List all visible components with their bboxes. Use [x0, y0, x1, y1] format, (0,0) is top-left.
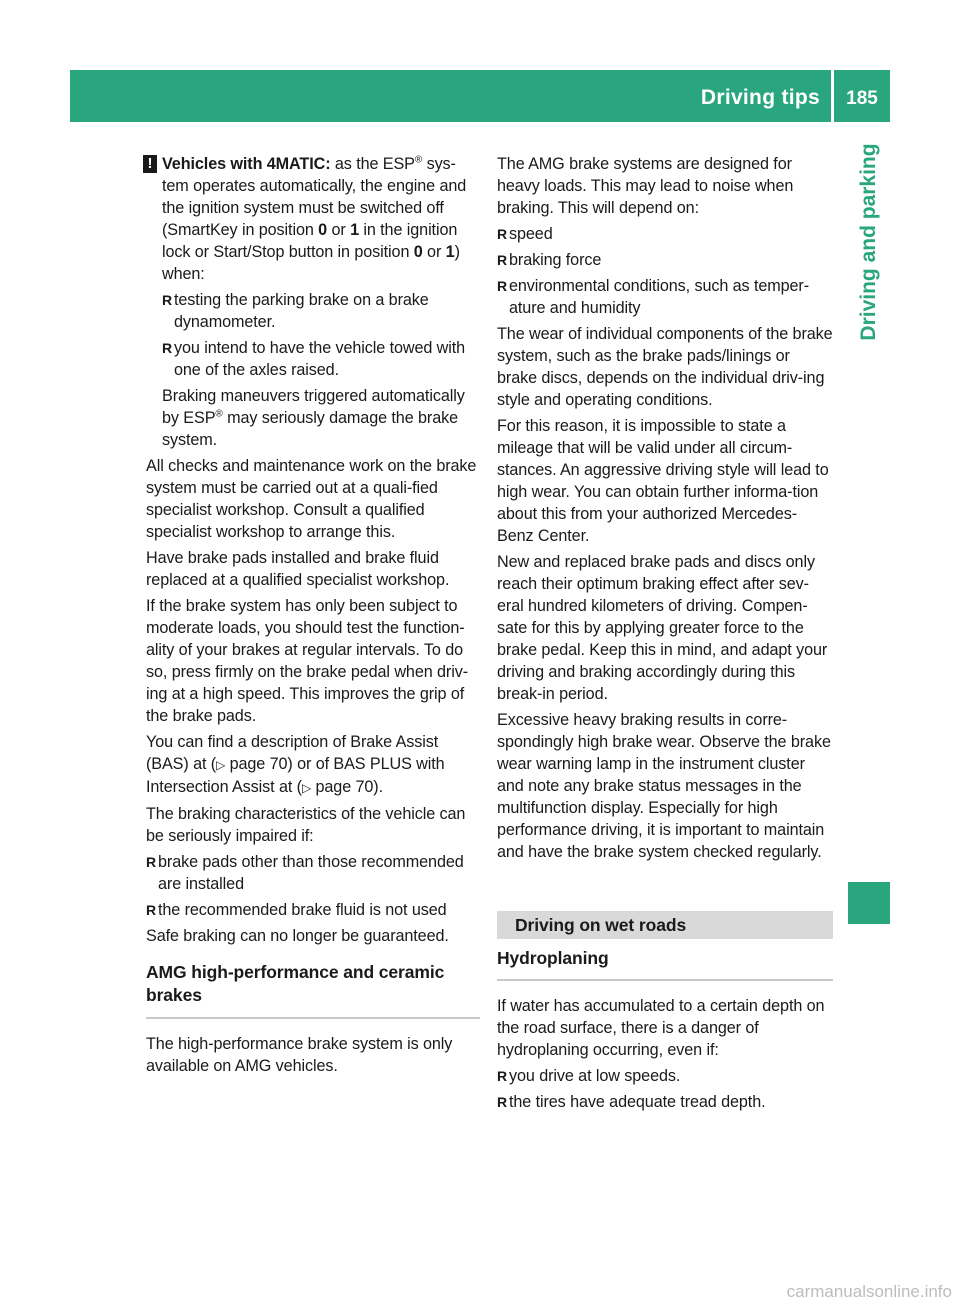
chapter-marker	[848, 882, 890, 924]
paragraph: New and replaced brake pads and discs only reach their optimum braking effect after sev-eral hundred kilometers of driving. Compen-sate for this by applying greater force to the brake pedal. Keep this in mind, and adapt your driving and braking accordingly during this break-in period.	[497, 553, 828, 703]
header-bar	[70, 70, 890, 122]
list-item: R you intend to have the vehicle towed with one of the axles raised.	[162, 339, 466, 379]
bullet-list	[497, 223, 833, 319]
warning-lead: Vehicles with 4MATIC:	[162, 155, 331, 173]
bullet-icon: R	[497, 1094, 508, 1110]
bullet-list	[146, 851, 480, 921]
bullet-list	[497, 1065, 833, 1113]
list-item: R testing the parking brake on a brake dynamometer.	[162, 291, 429, 331]
page-number: 185	[846, 88, 878, 109]
bullet-icon: R	[146, 902, 157, 918]
paragraph: The braking characteristics of the vehicle can be seriously impaired if:	[146, 805, 466, 845]
bullet-icon: R	[146, 854, 157, 870]
paragraph: The wear of individual components of the brake system, such as the brake pads/linings or brake discs, depends on the individual driv-ing style and operating conditions.	[497, 325, 833, 409]
paragraph-cross-reference: You can find a description of Brake Assist (BAS) at (▷ page 70) or of BAS PLUS with Intersection Assist at (▷ page 70).	[146, 733, 445, 796]
bullet-icon: R	[497, 226, 508, 242]
paragraph: The high-performance brake system is only available on AMG vehicles.	[146, 1035, 453, 1075]
paragraph: If water has accumulated to a certain depth on the road surface, there is a danger of hydroplaning occurring, even if:	[497, 997, 825, 1059]
warning-paragraph: Braking maneuvers triggered automatically by ESP® may seriously damage the brake system.	[162, 387, 465, 449]
list-item: R brake pads other than those recommended are installed	[146, 853, 464, 893]
list-item: R the tires have adequate tread depth.	[497, 1093, 766, 1111]
section-heading-wet-roads: Driving on wet roads	[497, 911, 833, 939]
warning-block	[146, 153, 480, 451]
warning-icon: !	[143, 155, 157, 173]
paragraph: The AMG brake systems are designed for heavy loads. This may lead to noise when braking. This will depend on:	[497, 155, 794, 217]
warning-list	[162, 289, 480, 381]
list-item: R speed	[497, 225, 553, 243]
right-column	[497, 153, 833, 1117]
page-ref-arrow-icon: ▷	[216, 758, 226, 772]
warning-text: Vehicles with 4MATIC: as the ESP® sys-tem operates automatically, the engine and the ignition system must be switched off (SmartKey in position 0 or 1 in the ignition lock or Start/Stop button in position 0 or 1) when:	[162, 154, 467, 283]
left-column	[146, 153, 480, 1081]
list-item: R you drive at low speeds.	[497, 1067, 681, 1085]
chapter-label: Driving and parking	[857, 143, 880, 341]
paragraph: Excessive heavy braking results in corre-spondingly high brake wear. Observe the brake wear warning lamp in the instrument cluster and note any brake status messages in the multifunction display. Especially for high performance driving, it is important to maintain and have the brake system checked regularly.	[497, 711, 831, 861]
page-ref-arrow-icon: ▷	[301, 781, 312, 795]
list-item: R the recommended brake fluid is not used	[146, 901, 447, 919]
chapter-side-tab	[848, 122, 890, 362]
bullet-icon: R	[162, 340, 173, 356]
paragraph: If the brake system has only been subject to moderate loads, you should test the function-ality of your brakes at regular intervals. To do so, press firmly on the brake pedal when driv-ing at a high speed. This improves the grip of the brake pads.	[146, 597, 468, 725]
bullet-icon: R	[497, 278, 508, 294]
paragraph: For this reason, it is impossible to state a mileage that will be valid under all circum-stances. An aggressive driving style will lead to high wear. You can obtain further informa-tion about this from your authorized Mercedes-Benz Center.	[497, 417, 829, 545]
watermark: carmanualsonline.info	[786, 1282, 952, 1301]
sub-heading-hydroplaning: Hydroplaning	[497, 947, 833, 981]
bullet-icon: R	[162, 292, 173, 308]
list-item: R environmental conditions, such as temper-ature and humidity	[497, 277, 810, 317]
paragraph: Safe braking can no longer be guaranteed.	[146, 927, 449, 945]
section-title: Driving tips	[700, 86, 820, 109]
paragraph: All checks and maintenance work on the brake system must be carried out at a quali-fied specialist workshop. Consult a qualified specialist workshop to arrange this.	[146, 457, 477, 541]
paragraph: Have brake pads installed and brake fluid replaced at a qualified specialist workshop.	[146, 549, 450, 589]
bullet-icon: R	[497, 1068, 508, 1084]
section-heading: AMG high-performance and ceramic brakes	[146, 961, 480, 1019]
list-item: R braking force	[497, 251, 602, 269]
bullet-icon: R	[497, 252, 508, 268]
